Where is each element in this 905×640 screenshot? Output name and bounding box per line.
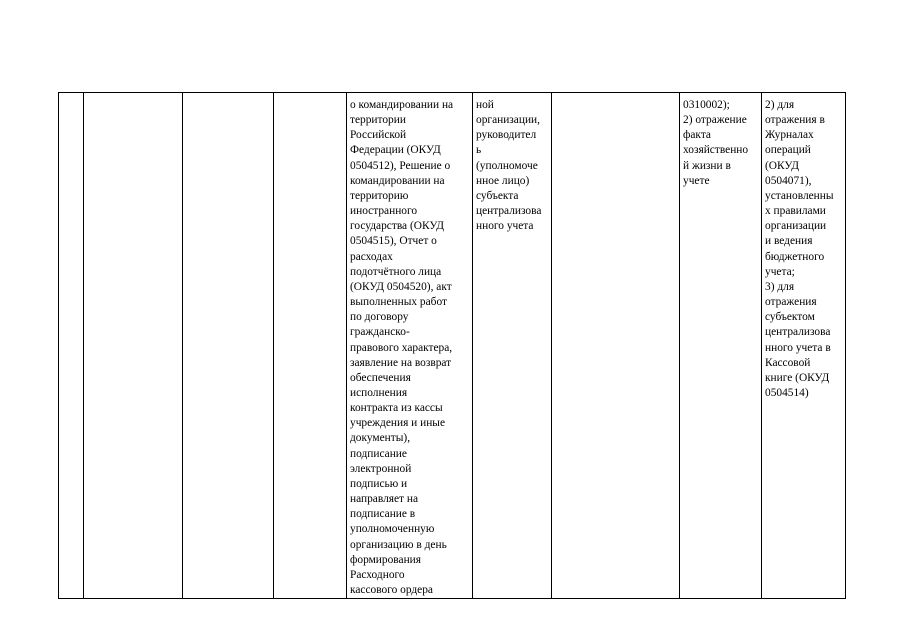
table-cell-result: 0310002); 2) отражение факта хозяйственно й жизни в учете	[680, 93, 762, 599]
table-cell-col7	[552, 93, 680, 599]
table-row	[59, 93, 846, 599]
table-cell-col2	[84, 93, 183, 599]
table-cell-col3	[183, 93, 274, 599]
table-cell-responsible: ной организации, руководител ь (уполномоче нное лицо) субъекта централизова нного учета	[473, 93, 552, 599]
table-cell-documents: о командировании на территории Российской Федерации (ОКУД 0504512), Решение о командировании на территорию иностранного государства (ОКУД 0504515), Отчет о расходах подотчётного лица (ОКУД 0504520), акт выполненных работ по договору гражданско- правового характера, заявление на возврат обеспечения исполнения контракта из кассы учреждения и иные документы), подписание электронной подписью и направляет на подписание в уполномоченную организацию в день формирования Расходного кассового ордера	[347, 93, 473, 599]
table-cell-purpose: 2) для отражения в Журналах операций (ОКУД 0504071), установленны х правилами организации и ведения бюджетного учета; 3) для отражения субъектом централизова нного учета в Кассовой книге (ОКУД 0504514)	[762, 93, 846, 599]
table-cell-col1	[59, 93, 84, 599]
document-table	[58, 92, 846, 599]
table-cell-col4	[274, 93, 347, 599]
